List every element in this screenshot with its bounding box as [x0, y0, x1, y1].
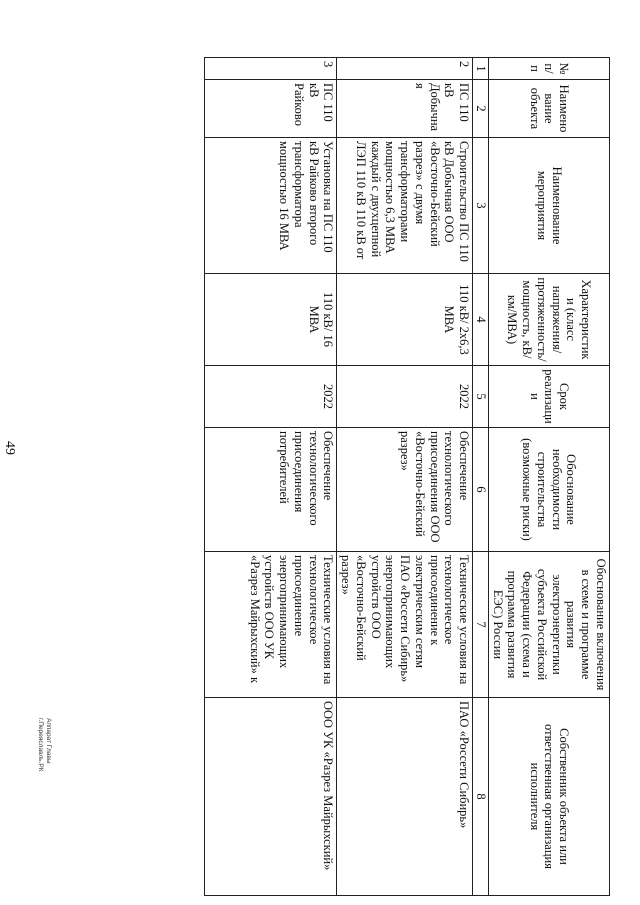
header-row: [489, 58, 610, 896]
column-number-row: [473, 58, 489, 896]
header-cell: Наименование мероприятия: [489, 138, 610, 274]
owner: ПАО «Россети Сибирь»: [337, 698, 473, 896]
justification: Обеспечение технологического присоединения ООО «Восточно-Бейский разрез»: [337, 428, 473, 552]
object-name: ПС 110 кВ Райково: [205, 80, 337, 138]
owner: ООО УК «Разрез Майрыхский»: [205, 698, 337, 896]
table-row: [205, 58, 337, 896]
page-number: 49: [2, 441, 17, 455]
row-number: 2: [337, 58, 473, 80]
column-number: 4: [473, 274, 489, 366]
header-cell: Обоснование необходимости строительства (возможные риски): [489, 428, 610, 552]
inclusion-basis: Технические условия на технологическое присоединение к электрическим сетям ПАО «Россети Сибирь» энергопринимающих устройств ООО «Восточно-Бейский разрез»: [337, 552, 473, 698]
stamp-line: г.Переяславль.РК: [37, 718, 45, 772]
term: 2022: [337, 366, 473, 428]
column-number: 6: [473, 428, 489, 552]
header-cell: Собственник объекта или ответственная организация исполнителя: [489, 698, 610, 896]
header-cell: Наименование объекта: [489, 80, 610, 138]
measure-name: Установка на ПС 110 кВ Райково второго трансформатора мощностью 16 МВА: [205, 138, 337, 274]
projects-table: [205, 57, 611, 896]
column-number: 2: [473, 80, 489, 138]
row-number: 3: [205, 58, 337, 80]
inclusion-basis: Технические условия на технологическое присоединение энергопринимающих устройств ООО УК «Разрез Майрыхский» к: [205, 552, 337, 698]
column-number: 5: [473, 366, 489, 428]
column-number: 3: [473, 138, 489, 274]
rotated-page: [92, 57, 610, 895]
object-name: ПС 110 кВ Добычная: [337, 80, 473, 138]
characteristics: 110 кВ/ 2x6,3 МВА: [337, 274, 473, 366]
column-number: 7: [473, 552, 489, 698]
justification: Обеспечение технологического присоединения потребителей: [205, 428, 337, 552]
measure-name: Строительство ПС 110 кВ Добычная ООО «Восточно-Бейский разрез» с двумя трансформаторами мощностью 6,3 МВА каждый с двухцепной ЛЭП 110 кВ 110 кВ от: [337, 138, 473, 274]
table-row: [337, 58, 473, 896]
characteristics: 110 кВ/ 16 МВА: [205, 274, 337, 366]
office-stamp: [36, 718, 52, 898]
header-cell: № п/п: [489, 58, 610, 80]
table-container: [92, 57, 610, 895]
term: 2022: [205, 366, 337, 428]
header-cell: Срок реализации: [489, 366, 610, 428]
header-cell: Обоснование включения в схеме и программе развития электроэнергетики субъекта Российской Федерации (схема и программа развития ЕЭС) России: [489, 552, 610, 698]
column-number: 8: [473, 698, 489, 896]
stamp-line: Аппарат Главы: [45, 718, 52, 764]
column-number: 1: [473, 58, 489, 80]
header-cell: Характеристики (класс напряжения/ протяженность/ мощность, кВ/км/МВА): [489, 274, 610, 366]
